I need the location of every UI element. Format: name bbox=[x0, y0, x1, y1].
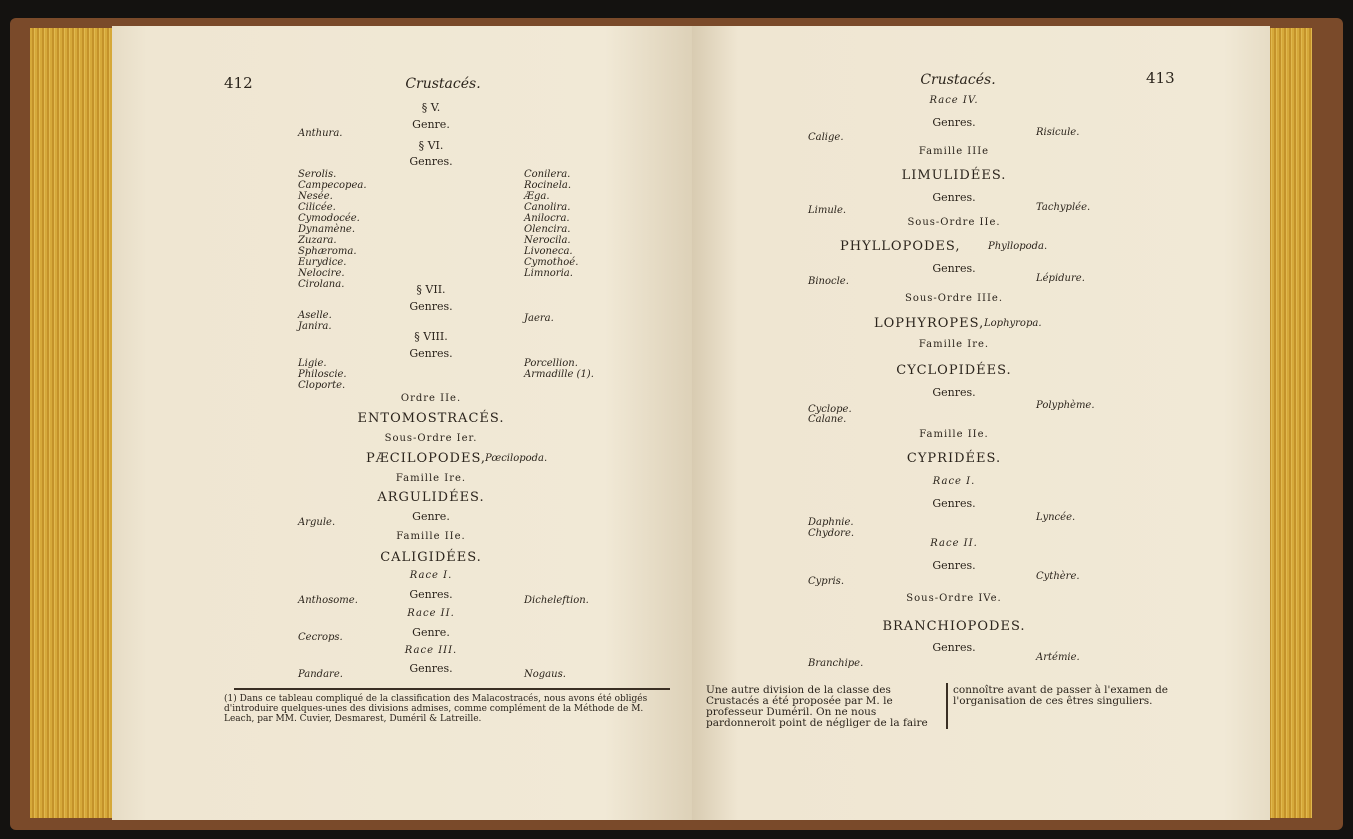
genus-name: Cymothoé. bbox=[524, 257, 579, 268]
genus-name: Chydore. bbox=[808, 528, 855, 539]
genre-label: Genre. bbox=[412, 626, 450, 639]
genre-label: Genre. bbox=[412, 118, 450, 131]
genus-name: Branchipe. bbox=[808, 658, 864, 669]
genus-name: Risicule. bbox=[1036, 127, 1080, 138]
genus-name: Janira. bbox=[298, 321, 332, 332]
genus-name: Daphnie. bbox=[808, 517, 854, 528]
genre-label: Genre. bbox=[412, 510, 450, 523]
genus-name: Binocle. bbox=[808, 276, 849, 287]
genus-name: Lyncée. bbox=[1036, 512, 1076, 523]
suborder-heading: Sous-Ordre IIIe. bbox=[904, 293, 1004, 304]
race-heading: Race II. bbox=[407, 608, 455, 619]
genre-label: Genres. bbox=[932, 386, 976, 399]
genus-name: Jaera. bbox=[524, 313, 554, 324]
genus-name: Porcellion. bbox=[524, 358, 578, 369]
right-page bbox=[692, 26, 1270, 820]
genre-label: Genres. bbox=[409, 662, 453, 675]
genus-name: Nerocila. bbox=[524, 235, 571, 246]
genus-name: Rocinela. bbox=[524, 180, 572, 191]
genus-name: Eurydice. bbox=[298, 257, 347, 268]
left-page bbox=[112, 26, 692, 820]
genus-name: Pandare. bbox=[298, 669, 343, 680]
genus-name: Ligie. bbox=[298, 358, 327, 369]
genus-name: Polyphème. bbox=[1036, 400, 1095, 411]
genre-label: Genres. bbox=[932, 497, 976, 510]
family-heading: Famille IIe. bbox=[919, 429, 989, 440]
genus-name: Cecrops. bbox=[298, 632, 343, 643]
genus-name: Argule. bbox=[298, 517, 336, 528]
section-heading: § V. bbox=[421, 101, 441, 114]
page-edges-left bbox=[30, 28, 125, 818]
page-number: 412 bbox=[224, 74, 253, 92]
group-heading: ARGULIDÉES. bbox=[377, 490, 485, 505]
race-heading: Race IV. bbox=[929, 95, 979, 106]
group-heading: CYCLOPIDÉES. bbox=[896, 363, 1012, 378]
body-text-right: connoître avant de passer à l'examen de l'organisation de ces êtres singuliers. bbox=[953, 684, 1169, 707]
genus-name: Artémie. bbox=[1036, 652, 1080, 663]
genre-label: Genres. bbox=[409, 155, 453, 168]
genus-name: Aselle. bbox=[298, 310, 332, 321]
group-heading: LOPHYROPES, bbox=[874, 316, 985, 331]
latin-name: Pœcilopoda. bbox=[485, 453, 548, 464]
group-heading: PÆCILOPODES, bbox=[366, 451, 487, 466]
genus-name: Nesée. bbox=[298, 191, 333, 202]
footnote: (1) Dans ce tableau compliqué de la classification des Malacostracés, nous avons été obligés d'introduire quelques-unes des divisions admises, comme complément de la Méthode de M. Leach, par MM. Cuvier, Desmarest, Duméril & Latreille. bbox=[224, 694, 648, 724]
family-heading: Famille IIIe bbox=[918, 146, 990, 157]
race-heading: Race II. bbox=[930, 538, 978, 549]
latin-name: Phyllopoda. bbox=[988, 241, 1048, 252]
genus-name: Tachyplée. bbox=[1036, 202, 1091, 213]
genre-label: Genres. bbox=[932, 191, 976, 204]
genus-name: Cymodocée. bbox=[298, 213, 360, 224]
genre-label: Genres. bbox=[932, 641, 976, 654]
genre-label: Genres. bbox=[932, 559, 976, 572]
latin-name: Lophyropa. bbox=[984, 318, 1042, 329]
genre-label: Genres. bbox=[409, 300, 453, 313]
genus-name: Campecopea. bbox=[298, 180, 367, 191]
genus-name: Anthura. bbox=[298, 128, 343, 139]
running-head: Crustacés. bbox=[405, 76, 481, 92]
genus-name: Philoscie. bbox=[298, 369, 347, 380]
genus-name: Armadille (1). bbox=[524, 369, 594, 380]
group-heading: BRANCHIOPODES. bbox=[882, 619, 1026, 634]
genre-label: Genres. bbox=[409, 347, 453, 360]
genus-name: Sphæroma. bbox=[298, 246, 357, 257]
genus-name: Zuzara. bbox=[298, 235, 337, 246]
genus-name: Dynamène. bbox=[298, 224, 356, 235]
genus-name: Æga. bbox=[524, 191, 550, 202]
genus-name: Cirolana. bbox=[298, 279, 345, 290]
family-heading: Famille Ire. bbox=[918, 339, 990, 350]
genus-name: Cypris. bbox=[808, 576, 844, 587]
genus-name: Nelocire. bbox=[298, 268, 345, 279]
genre-label: Genres. bbox=[932, 116, 976, 129]
group-heading: ENTOMOSTRACÉS. bbox=[357, 411, 505, 426]
race-heading: Race III. bbox=[404, 645, 458, 656]
section-heading: § VII. bbox=[416, 283, 446, 296]
group-heading: LIMULIDÉES. bbox=[901, 168, 1007, 183]
genus-name: Livoneca. bbox=[524, 246, 573, 257]
genus-name: Limnoria. bbox=[524, 268, 573, 279]
genus-name: Conilera. bbox=[524, 169, 571, 180]
genus-name: Olencira. bbox=[524, 224, 571, 235]
page-number: 413 bbox=[1146, 69, 1175, 87]
genus-name: Cloporte. bbox=[298, 380, 346, 391]
race-heading: Race I. bbox=[409, 570, 453, 581]
family-heading: Famille Ire. bbox=[395, 473, 467, 484]
genus-name: Cythère. bbox=[1036, 571, 1080, 582]
section-heading: § VIII. bbox=[414, 330, 448, 343]
genus-name: Serolis. bbox=[298, 169, 337, 180]
suborder-heading: Sous-Ordre IVe. bbox=[906, 593, 1002, 604]
suborder-heading: Sous-Ordre Ier. bbox=[384, 433, 478, 444]
running-head: Crustacés. bbox=[920, 72, 996, 88]
group-heading: PHYLLOPODES, bbox=[840, 239, 961, 254]
genus-name: Cilicée. bbox=[298, 202, 336, 213]
group-heading: CALIGIDÉES. bbox=[380, 550, 482, 565]
genus-name: Anilocra. bbox=[524, 213, 570, 224]
genus-name: Lépidure. bbox=[1036, 273, 1085, 284]
order-heading: Ordre IIe. bbox=[400, 393, 462, 404]
genus-name: Nogaus. bbox=[524, 669, 566, 680]
genus-name: Canolira. bbox=[524, 202, 571, 213]
column-rule bbox=[946, 683, 948, 729]
genre-label: Genres. bbox=[409, 588, 453, 601]
race-heading: Race I. bbox=[932, 476, 976, 487]
suborder-heading: Sous-Ordre IIe. bbox=[907, 217, 1001, 228]
genre-label: Genres. bbox=[932, 262, 976, 275]
footnote-rule bbox=[234, 688, 670, 690]
genus-name: Dicheleftion. bbox=[524, 595, 589, 606]
genus-name: Anthosome. bbox=[298, 595, 358, 606]
genus-name: Calige. bbox=[808, 132, 844, 143]
body-text-left: Une autre division de la classe des Crustacés a été proposée par M. le professeur Duméril. On ne nous pardonneroit point de négliger de la faire bbox=[706, 684, 928, 729]
genus-name: Cyclope. bbox=[808, 404, 852, 415]
family-heading: Famille IIe. bbox=[396, 531, 466, 542]
section-heading: § VI. bbox=[418, 139, 444, 152]
genus-name: Limule. bbox=[808, 205, 847, 216]
group-heading: CYPRIDÉES. bbox=[906, 451, 1002, 466]
genus-name: Calane. bbox=[808, 414, 847, 425]
